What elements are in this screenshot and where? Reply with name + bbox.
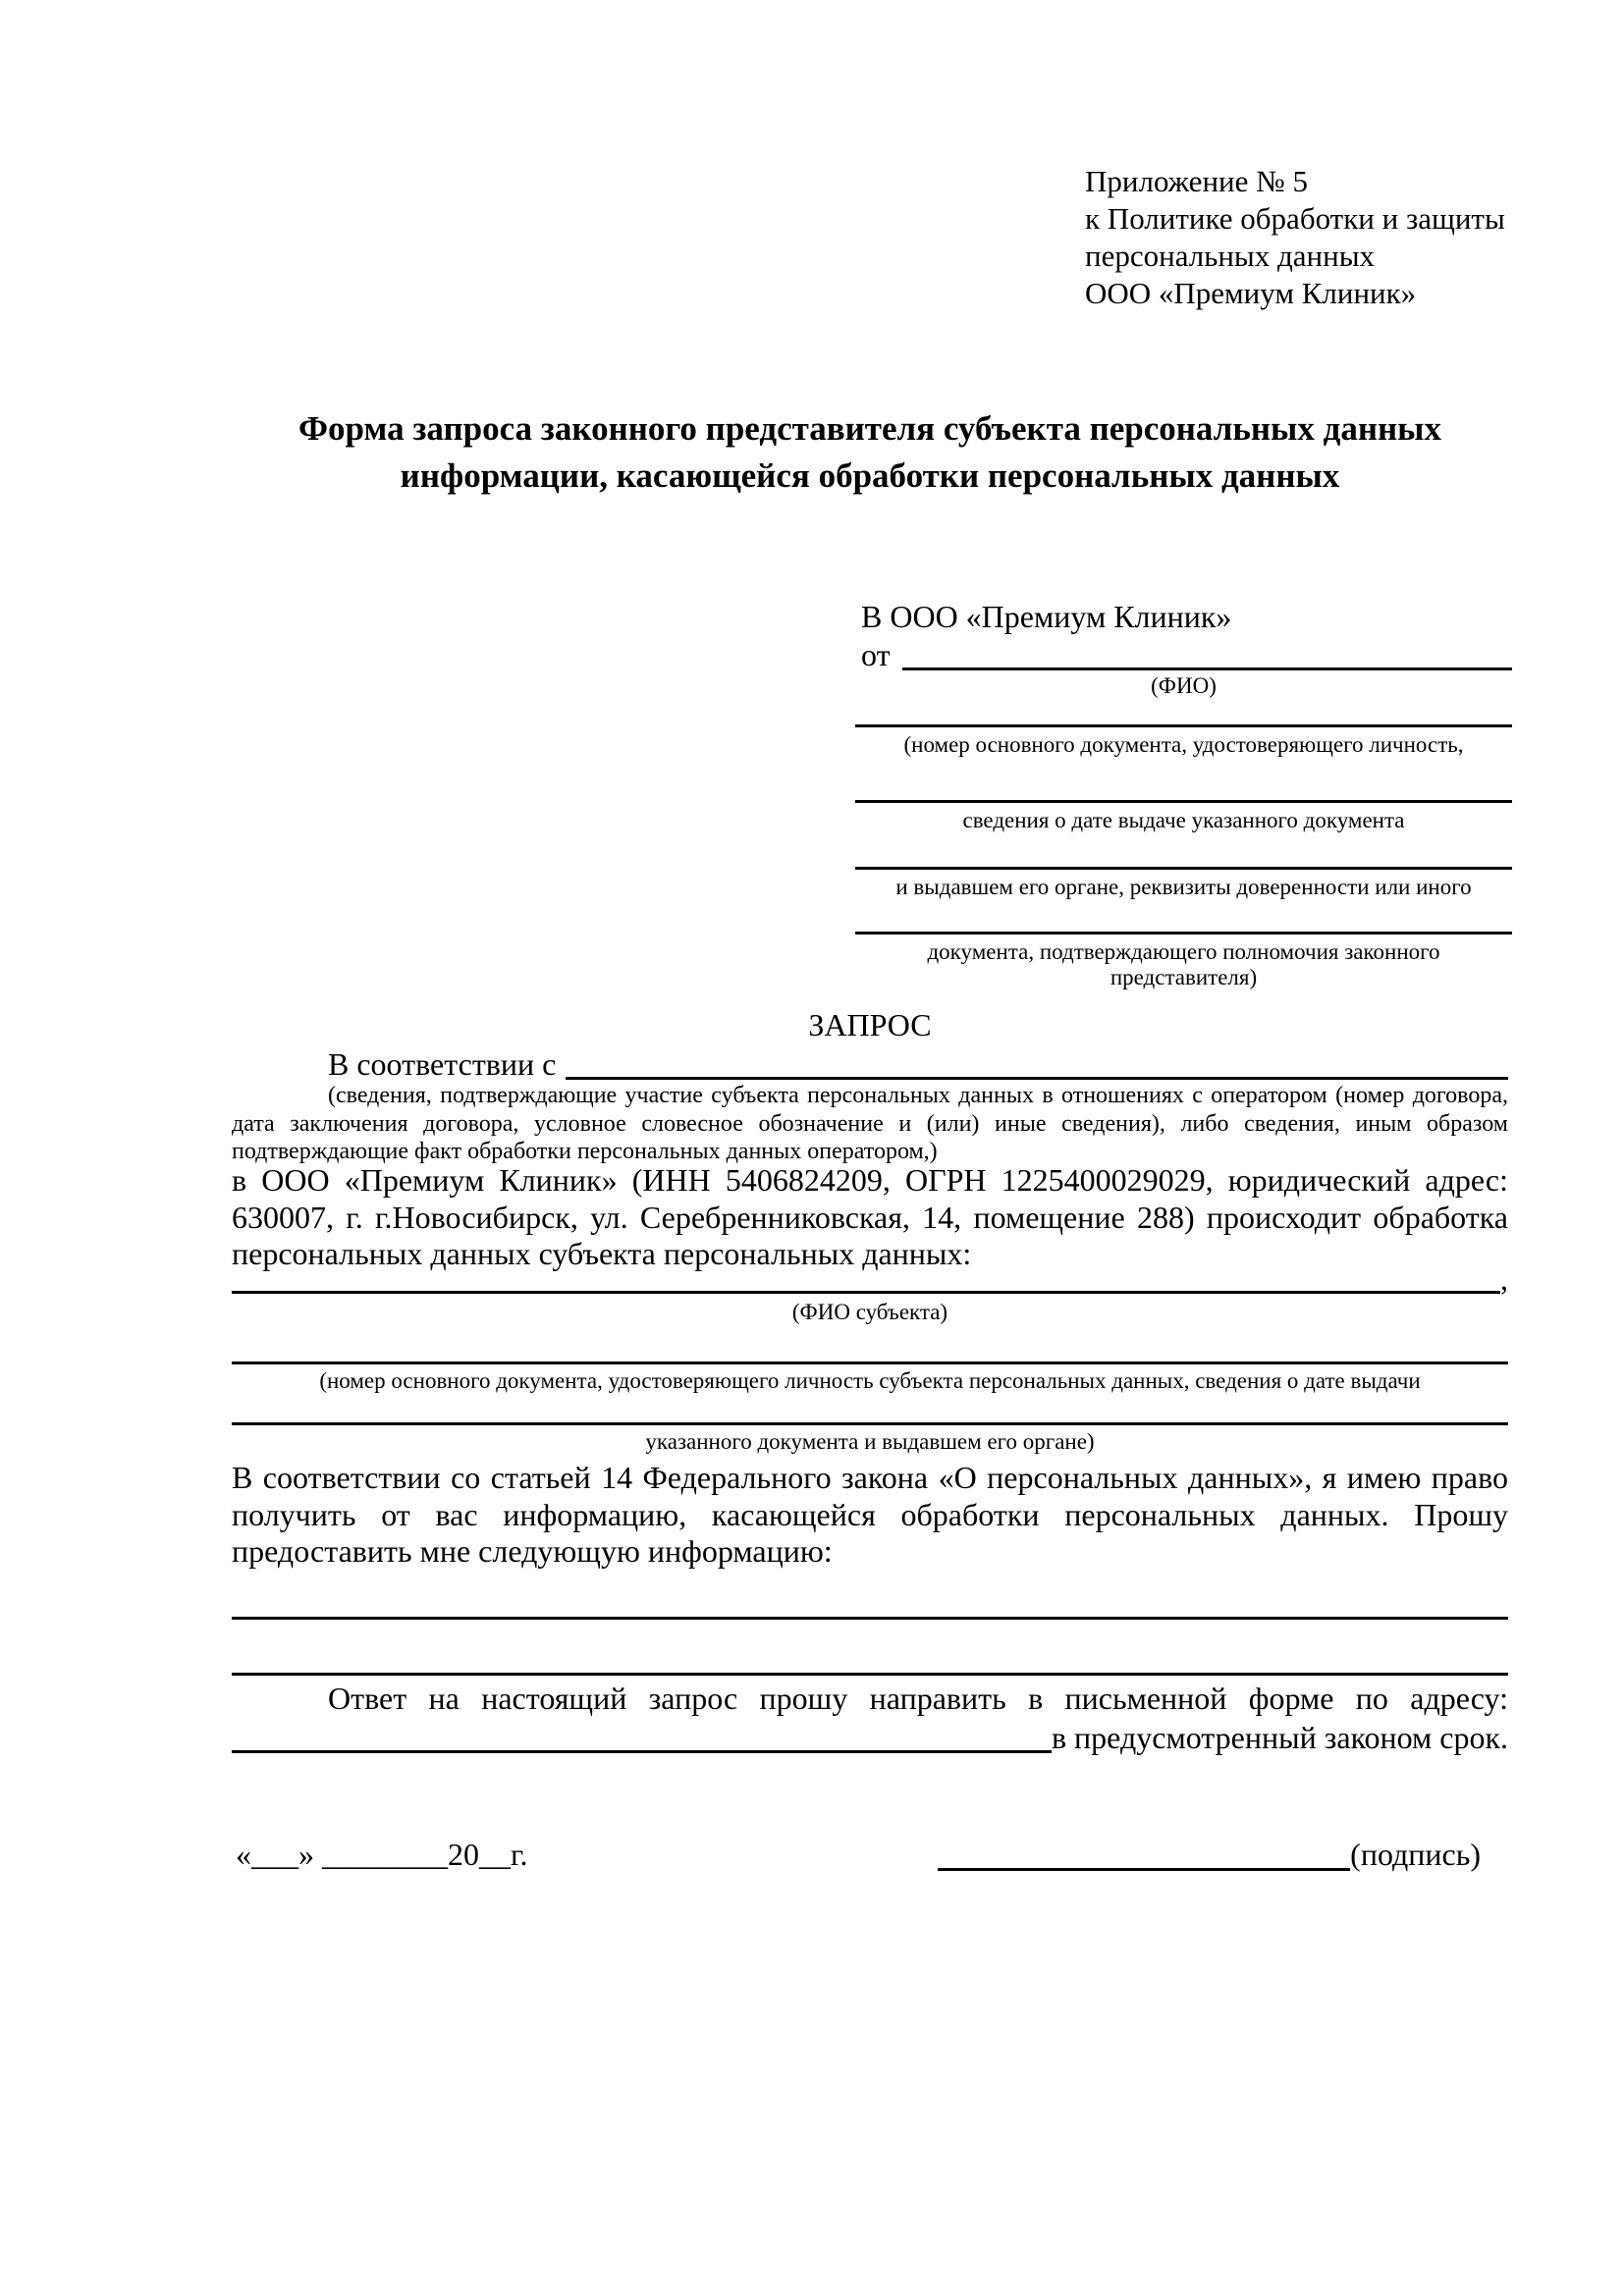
addressee-from-row — [861, 636, 1512, 670]
requested-info-field-line-1 — [232, 1617, 1508, 1620]
issuing-authority-caption: и выдавшем его органе, реквизиты доверенности или иного — [895, 875, 1472, 899]
issue-date-caption: сведения о дате выдаче указанного документа — [962, 808, 1405, 832]
document-title-line-2: информации, касающейся обработки персональных данных — [400, 456, 1340, 495]
answer-suffix: в предусмотренный законом срок. — [1051, 1720, 1508, 1755]
document-title — [232, 405, 1508, 500]
answer-paragraph: Ответ на настоящий запрос прошу направить в письменной форме по адресу: — [328, 1681, 1508, 1716]
signature-field-line — [938, 1829, 1350, 1871]
answer-address-field-line — [232, 1715, 1052, 1753]
subject-fio-caption: (ФИО субъекта) — [791, 1300, 948, 1324]
subject-document-field-line-2 — [232, 1422, 1508, 1425]
subject-fio-row — [232, 1260, 1508, 1297]
annex-header — [1085, 163, 1505, 312]
addressee-to: В ООО «Премиум Клиник» — [861, 599, 1232, 634]
request-heading: ЗАПРОС — [808, 1007, 932, 1042]
authority-document-field-line — [855, 932, 1512, 934]
fio-caption: (ФИО) — [1151, 673, 1217, 698]
accordance-field-line — [566, 1041, 1508, 1080]
issuing-authority-field-line — [855, 867, 1512, 870]
subject-document-caption-1: (номер основного документа, удостоверяющего личность субъекта персональных данных, сведения о дате выдачи — [319, 1368, 1421, 1393]
authority-document-caption: документа, подтверждающего полномочия законного представителя) — [927, 939, 1440, 989]
subject-document-field-line — [232, 1362, 1508, 1364]
date-blank: «___» ________20__г. — [236, 1837, 528, 1872]
annex-line-4: ООО «Премиум Клиник» — [1085, 276, 1417, 310]
accordance-note: (сведения, подтверждающие участие субъекта персональных данных в отношениях с оператором (номер договора, дата заключения договора, условное словесное обозначение и (или) иные сведения), либо сведения, иным образом подтверждающие факт обработки персональных данных оператором,) — [232, 1083, 1508, 1164]
document-number-field-line — [855, 724, 1512, 727]
annex-line-3: персональных данных — [1085, 239, 1376, 273]
accordance-row — [232, 1044, 1508, 1080]
document-number-caption: (номер основного документа, удостоверяющего личность, — [903, 732, 1464, 757]
fio-field-line — [902, 633, 1512, 670]
subject-fio-field-line — [232, 1257, 1500, 1294]
annex-line-2: к Политике обработки и защиты — [1085, 201, 1505, 236]
accordance-label: В соответствии с — [328, 1046, 557, 1082]
issue-date-field-line — [855, 800, 1512, 803]
subject-fio-suffix: , — [1500, 1261, 1508, 1297]
requested-info-field-line-2 — [232, 1673, 1508, 1676]
signature-row — [232, 1832, 1508, 1871]
operator-paragraph: в ООО «Премиум Клиник» (ИНН 5406824209, ОГРН 1225400029029, юридический адрес: 630007, г. г.Новосибирск, ул. Серебренниковская, 14, помещение 288) происходит обработка персональных данных субъекта персональных данных: — [232, 1162, 1508, 1271]
from-label: от — [861, 637, 891, 672]
law-paragraph: В соответствии со статьей 14 Федерального закона «О персональных данных», я имею право получить от вас информацию, касающейся обработки персональных данных. Прошу предоставить мне следующую информацию: — [232, 1460, 1508, 1569]
document-title-line-1: Форма запроса законного представителя субъекта персональных данных — [298, 409, 1441, 448]
subject-document-caption-2: указанного документа и выдавшем его органе) — [645, 1429, 1095, 1454]
answer-address-row — [232, 1718, 1508, 1753]
signature-caption: (подпись) — [1350, 1837, 1481, 1872]
annex-line-1: Приложение № 5 — [1085, 164, 1308, 198]
